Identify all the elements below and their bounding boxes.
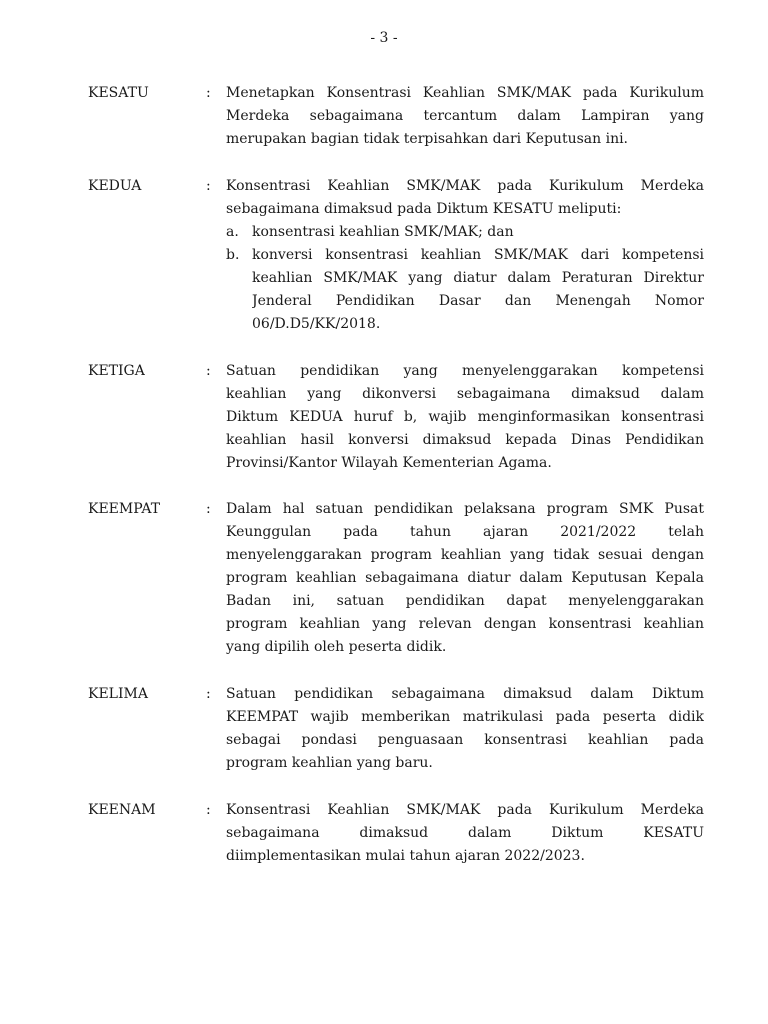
list-item bbox=[226, 221, 704, 244]
article-colon: : bbox=[206, 85, 211, 101]
text-line: yang dipilih oleh peserta didik. bbox=[226, 639, 447, 655]
list-marker: a. bbox=[226, 224, 239, 240]
text-line: program keahlian sebagaimana diatur dalam Keputusan Kepala bbox=[226, 570, 704, 586]
article-label: KEDUA bbox=[88, 178, 142, 194]
text-line: keahlian yang dikonversi sebagaimana dimaksud dalam bbox=[226, 386, 704, 402]
text-line: konversi konsentrasi keahlian SMK/MAK dari kompetensi bbox=[252, 247, 704, 263]
text-line: menyelenggarakan program keahlian yang tidak sesuai dengan bbox=[226, 547, 704, 563]
text-line: keahlian hasil konversi dimaksud kepada Dinas Pendidikan bbox=[226, 432, 704, 448]
text-line: sebagaimana dimaksud pada Diktum KESATU meliputi: bbox=[226, 201, 622, 217]
text-line: program keahlian yang relevan dengan konsentrasi keahlian bbox=[226, 616, 704, 632]
text-line: Konsentrasi Keahlian SMK/MAK pada Kurikulum Merdeka bbox=[226, 802, 704, 818]
list-marker: b. bbox=[226, 247, 240, 263]
text-line: KEEMPAT wajib memberikan matrikulasi pada peserta didik bbox=[226, 709, 704, 725]
text-line: Keunggulan pada tahun ajaran 2021/2022 telah bbox=[226, 524, 704, 540]
article-body bbox=[226, 175, 704, 336]
article-body bbox=[226, 498, 704, 659]
text-line: sebagai pondasi penguasaan konsentrasi keahlian pada bbox=[226, 732, 704, 748]
text-line: Provinsi/Kantor Wilayah Kementerian Agama. bbox=[226, 455, 552, 471]
article-label: KESATU bbox=[88, 85, 149, 101]
text-line: Jenderal Pendidikan Dasar dan Menengah Nomor bbox=[252, 293, 704, 309]
text-line: program keahlian yang baru. bbox=[226, 755, 433, 771]
text-line: Merdeka sebagaimana tercantum dalam Lampiran yang bbox=[226, 108, 704, 124]
text-line: Diktum KEDUA huruf b, wajib menginformasikan konsentrasi bbox=[226, 409, 704, 425]
text-line: keahlian SMK/MAK yang diatur dalam Peraturan Direktur bbox=[252, 270, 704, 286]
article-label: KEEMPAT bbox=[88, 501, 161, 517]
list-item bbox=[226, 244, 704, 336]
text-line: konsentrasi keahlian SMK/MAK; dan bbox=[252, 224, 514, 240]
text-line: Menetapkan Konsentrasi Keahlian SMK/MAK pada Kurikulum bbox=[226, 85, 704, 101]
article-body bbox=[226, 360, 704, 475]
article-body bbox=[226, 799, 704, 868]
text-line: Badan ini, satuan pendidikan dapat menyelenggarakan bbox=[226, 593, 704, 609]
article-label: KELIMA bbox=[88, 686, 148, 702]
text-line: diimplementasikan mulai tahun ajaran 2022/2023. bbox=[226, 848, 585, 864]
text-line: 06/D.D5/KK/2018. bbox=[252, 316, 381, 332]
page-number: - 3 - bbox=[370, 30, 398, 46]
article-body bbox=[226, 82, 704, 151]
text-line: Satuan pendidikan yang menyelenggarakan kompetensi bbox=[226, 363, 704, 379]
article-colon: : bbox=[206, 178, 211, 194]
text-line: Konsentrasi Keahlian SMK/MAK pada Kurikulum Merdeka bbox=[226, 178, 704, 194]
article-colon: : bbox=[206, 501, 211, 517]
article-label: KETIGA bbox=[88, 363, 145, 379]
text-line: Dalam hal satuan pendidikan pelaksana program SMK Pusat bbox=[226, 501, 704, 517]
article-colon: : bbox=[206, 363, 211, 379]
article-body bbox=[226, 683, 704, 775]
text-line: merupakan bagian tidak terpisahkan dari Keputusan ini. bbox=[226, 131, 629, 147]
article-label: KEENAM bbox=[88, 802, 156, 818]
article-colon: : bbox=[206, 686, 211, 702]
text-line: Satuan pendidikan sebagaimana dimaksud dalam Diktum bbox=[226, 686, 704, 702]
article-colon: : bbox=[206, 802, 211, 818]
text-line: sebagaimana dimaksud dalam Diktum KESATU bbox=[226, 825, 704, 841]
